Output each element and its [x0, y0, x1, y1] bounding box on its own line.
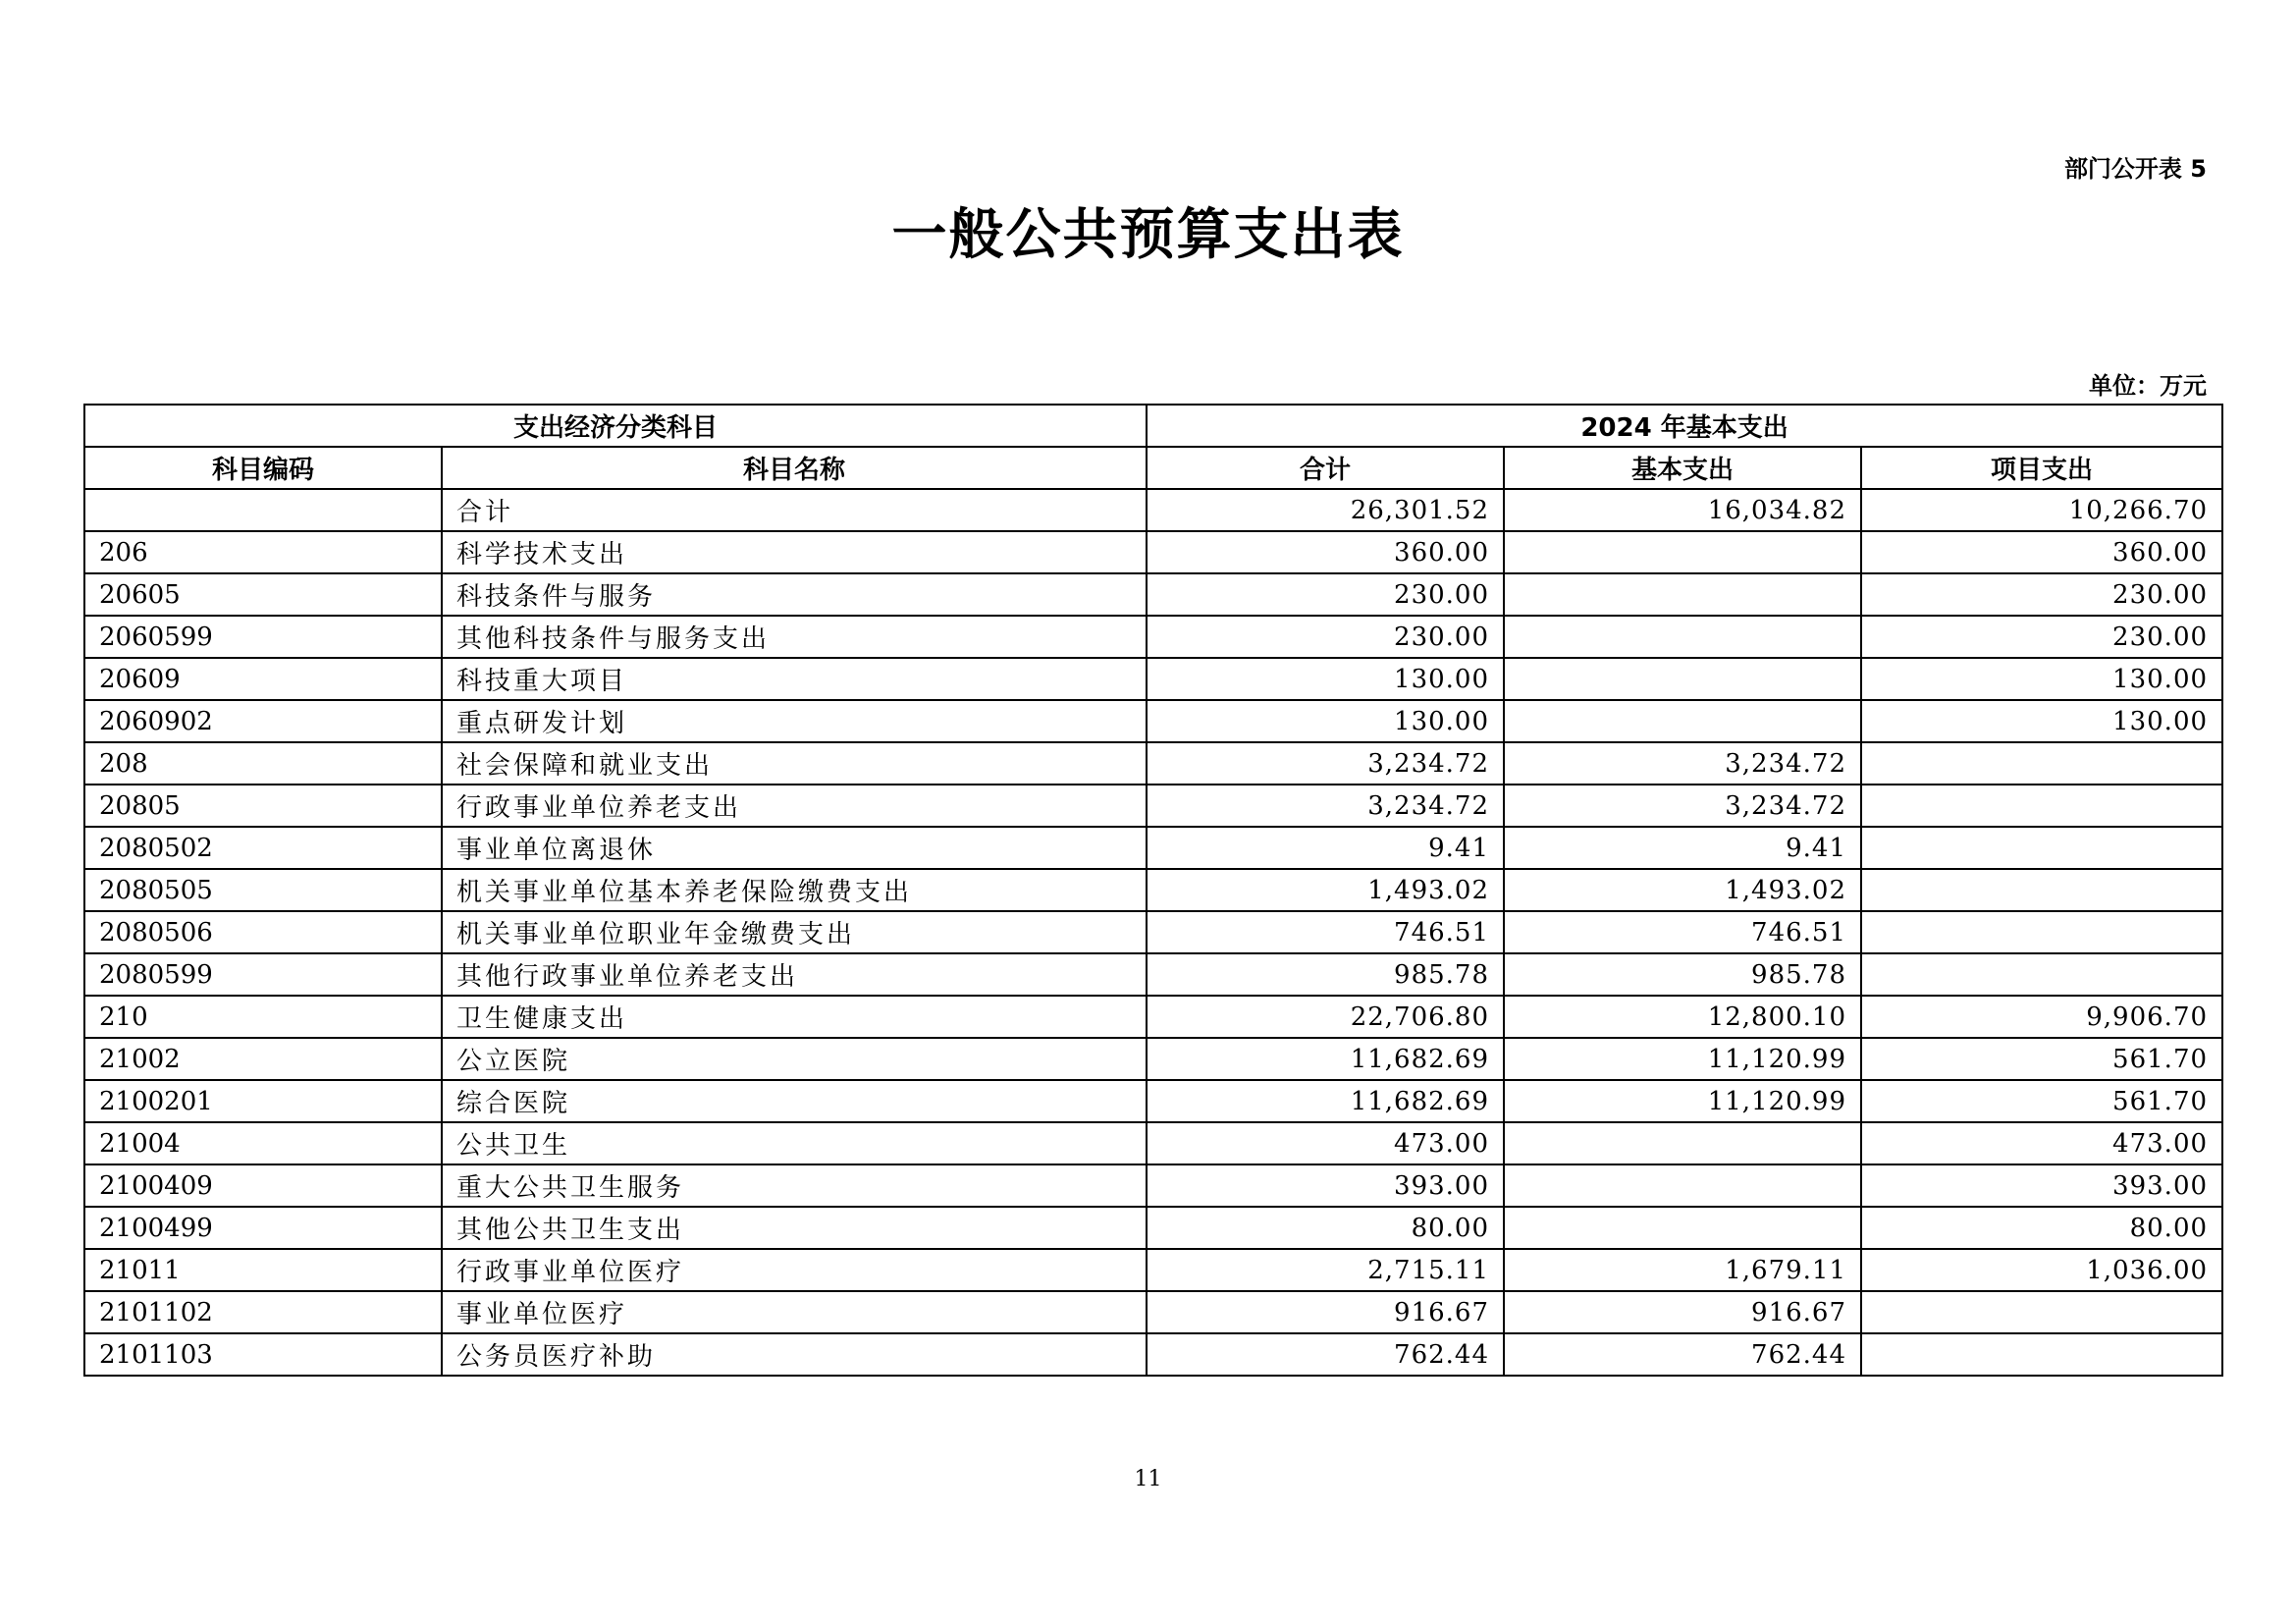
cell-code: 21011	[84, 1249, 442, 1291]
cell-project	[1861, 785, 2222, 827]
column-header-total: 合计	[1147, 447, 1504, 489]
cell-project	[1861, 953, 2222, 996]
cell-code: 2100499	[84, 1207, 442, 1249]
page-number: 11	[1134, 1467, 1162, 1491]
group-header-category: 支出经济分类科目	[84, 405, 1147, 447]
cell-project	[1861, 1291, 2222, 1333]
cell-total: 393.00	[1147, 1164, 1504, 1207]
cell-basic: 1,493.02	[1504, 869, 1861, 911]
table-row	[84, 1207, 2222, 1249]
cell-name: 重点研发计划	[442, 700, 1147, 742]
cell-project	[1861, 869, 2222, 911]
cell-name: 其他科技条件与服务支出	[442, 616, 1147, 658]
cell-name: 其他公共卫生支出	[442, 1207, 1147, 1249]
cell-name: 公共卫生	[442, 1122, 1147, 1164]
table-body	[84, 489, 2222, 1376]
cell-code: 2101103	[84, 1333, 442, 1376]
cell-project: 561.70	[1861, 1080, 2222, 1122]
table-row	[84, 785, 2222, 827]
cell-basic: 12,800.10	[1504, 996, 1861, 1038]
cell-project: 393.00	[1861, 1164, 2222, 1207]
cell-basic: 985.78	[1504, 953, 1861, 996]
cell-code: 2080502	[84, 827, 442, 869]
cell-total: 9.41	[1147, 827, 1504, 869]
cell-basic: 746.51	[1504, 911, 1861, 953]
cell-basic: 11,120.99	[1504, 1038, 1861, 1080]
table-row	[84, 531, 2222, 573]
cell-basic	[1504, 1122, 1861, 1164]
cell-code: 208	[84, 742, 442, 785]
column-header-row	[84, 447, 2222, 489]
cell-total: 3,234.72	[1147, 785, 1504, 827]
form-number: 部门公开表 5	[2063, 155, 2207, 183]
table-row	[84, 573, 2222, 616]
cell-code: 20605	[84, 573, 442, 616]
cell-name: 机关事业单位职业年金缴费支出	[442, 911, 1147, 953]
cell-project: 561.70	[1861, 1038, 2222, 1080]
cell-name: 合计	[442, 489, 1147, 531]
unit-label: 单位：万元	[2089, 372, 2207, 400]
table-row	[84, 742, 2222, 785]
cell-total: 2,715.11	[1147, 1249, 1504, 1291]
cell-code: 21004	[84, 1122, 442, 1164]
cell-name: 机关事业单位基本养老保险缴费支出	[442, 869, 1147, 911]
cell-project: 130.00	[1861, 700, 2222, 742]
cell-basic: 762.44	[1504, 1333, 1861, 1376]
cell-project: 130.00	[1861, 658, 2222, 700]
table-row	[84, 911, 2222, 953]
cell-name: 科学技术支出	[442, 531, 1147, 573]
cell-name: 事业单位医疗	[442, 1291, 1147, 1333]
cell-basic: 916.67	[1504, 1291, 1861, 1333]
cell-code: 2100201	[84, 1080, 442, 1122]
cell-project	[1861, 911, 2222, 953]
cell-name: 其他行政事业单位养老支出	[442, 953, 1147, 996]
cell-code: 2060902	[84, 700, 442, 742]
table-row	[84, 1038, 2222, 1080]
group-header-row	[84, 405, 2222, 447]
cell-total: 985.78	[1147, 953, 1504, 996]
table-row	[84, 1164, 2222, 1207]
table-row	[84, 1291, 2222, 1333]
cell-name: 卫生健康支出	[442, 996, 1147, 1038]
table-row	[84, 953, 2222, 996]
page-title: 一般公共预算支出表	[891, 203, 1405, 267]
cell-total: 1,493.02	[1147, 869, 1504, 911]
cell-name: 公务员医疗补助	[442, 1333, 1147, 1376]
cell-code: 210	[84, 996, 442, 1038]
cell-basic: 3,234.72	[1504, 742, 1861, 785]
column-header-code: 科目编码	[84, 447, 442, 489]
column-header-basic: 基本支出	[1504, 447, 1861, 489]
cell-total: 230.00	[1147, 616, 1504, 658]
cell-basic	[1504, 658, 1861, 700]
cell-name: 社会保障和就业支出	[442, 742, 1147, 785]
table-header	[84, 405, 2222, 489]
cell-code: 2101102	[84, 1291, 442, 1333]
cell-name: 行政事业单位医疗	[442, 1249, 1147, 1291]
table-row	[84, 616, 2222, 658]
cell-basic	[1504, 700, 1861, 742]
cell-name: 行政事业单位养老支出	[442, 785, 1147, 827]
table-row	[84, 1080, 2222, 1122]
cell-code: 2080506	[84, 911, 442, 953]
cell-code: 2080599	[84, 953, 442, 996]
cell-basic	[1504, 573, 1861, 616]
table-row	[84, 996, 2222, 1038]
cell-project: 360.00	[1861, 531, 2222, 573]
cell-project	[1861, 827, 2222, 869]
cell-project: 230.00	[1861, 573, 2222, 616]
cell-total: 762.44	[1147, 1333, 1504, 1376]
cell-total: 11,682.69	[1147, 1080, 1504, 1122]
cell-basic	[1504, 1207, 1861, 1249]
cell-total: 3,234.72	[1147, 742, 1504, 785]
cell-name: 综合医院	[442, 1080, 1147, 1122]
cell-basic	[1504, 616, 1861, 658]
cell-project: 230.00	[1861, 616, 2222, 658]
cell-code: 2080505	[84, 869, 442, 911]
cell-code: 206	[84, 531, 442, 573]
cell-basic: 1,679.11	[1504, 1249, 1861, 1291]
cell-basic: 16,034.82	[1504, 489, 1861, 531]
cell-total: 230.00	[1147, 573, 1504, 616]
cell-basic	[1504, 531, 1861, 573]
budget-table	[83, 404, 2223, 1377]
cell-project: 1,036.00	[1861, 1249, 2222, 1291]
cell-code: 20805	[84, 785, 442, 827]
cell-name: 事业单位离退休	[442, 827, 1147, 869]
cell-project: 473.00	[1861, 1122, 2222, 1164]
cell-total: 11,682.69	[1147, 1038, 1504, 1080]
cell-total: 360.00	[1147, 531, 1504, 573]
cell-total: 130.00	[1147, 700, 1504, 742]
cell-total: 22,706.80	[1147, 996, 1504, 1038]
table-row	[84, 1122, 2222, 1164]
cell-project: 9,906.70	[1861, 996, 2222, 1038]
cell-total: 26,301.52	[1147, 489, 1504, 531]
cell-code: 2060599	[84, 616, 442, 658]
cell-project: 80.00	[1861, 1207, 2222, 1249]
table-row	[84, 1333, 2222, 1376]
cell-name: 公立医院	[442, 1038, 1147, 1080]
cell-basic: 11,120.99	[1504, 1080, 1861, 1122]
table-row	[84, 489, 2222, 531]
cell-total: 916.67	[1147, 1291, 1504, 1333]
cell-name: 科技条件与服务	[442, 573, 1147, 616]
column-header-name: 科目名称	[442, 447, 1147, 489]
cell-name: 科技重大项目	[442, 658, 1147, 700]
table-row	[84, 658, 2222, 700]
table-row	[84, 869, 2222, 911]
table-row	[84, 700, 2222, 742]
group-header-year: 2024 年基本支出	[1147, 405, 2222, 447]
cell-code: 20609	[84, 658, 442, 700]
cell-code	[84, 489, 442, 531]
cell-basic	[1504, 1164, 1861, 1207]
cell-code: 21002	[84, 1038, 442, 1080]
cell-project: 10,266.70	[1861, 489, 2222, 531]
table-row	[84, 827, 2222, 869]
table-row	[84, 1249, 2222, 1291]
cell-code: 2100409	[84, 1164, 442, 1207]
cell-total: 130.00	[1147, 658, 1504, 700]
column-header-project: 项目支出	[1861, 447, 2222, 489]
cell-basic: 9.41	[1504, 827, 1861, 869]
cell-total: 473.00	[1147, 1122, 1504, 1164]
cell-total: 746.51	[1147, 911, 1504, 953]
cell-project	[1861, 742, 2222, 785]
cell-basic: 3,234.72	[1504, 785, 1861, 827]
cell-name: 重大公共卫生服务	[442, 1164, 1147, 1207]
cell-project	[1861, 1333, 2222, 1376]
cell-total: 80.00	[1147, 1207, 1504, 1249]
